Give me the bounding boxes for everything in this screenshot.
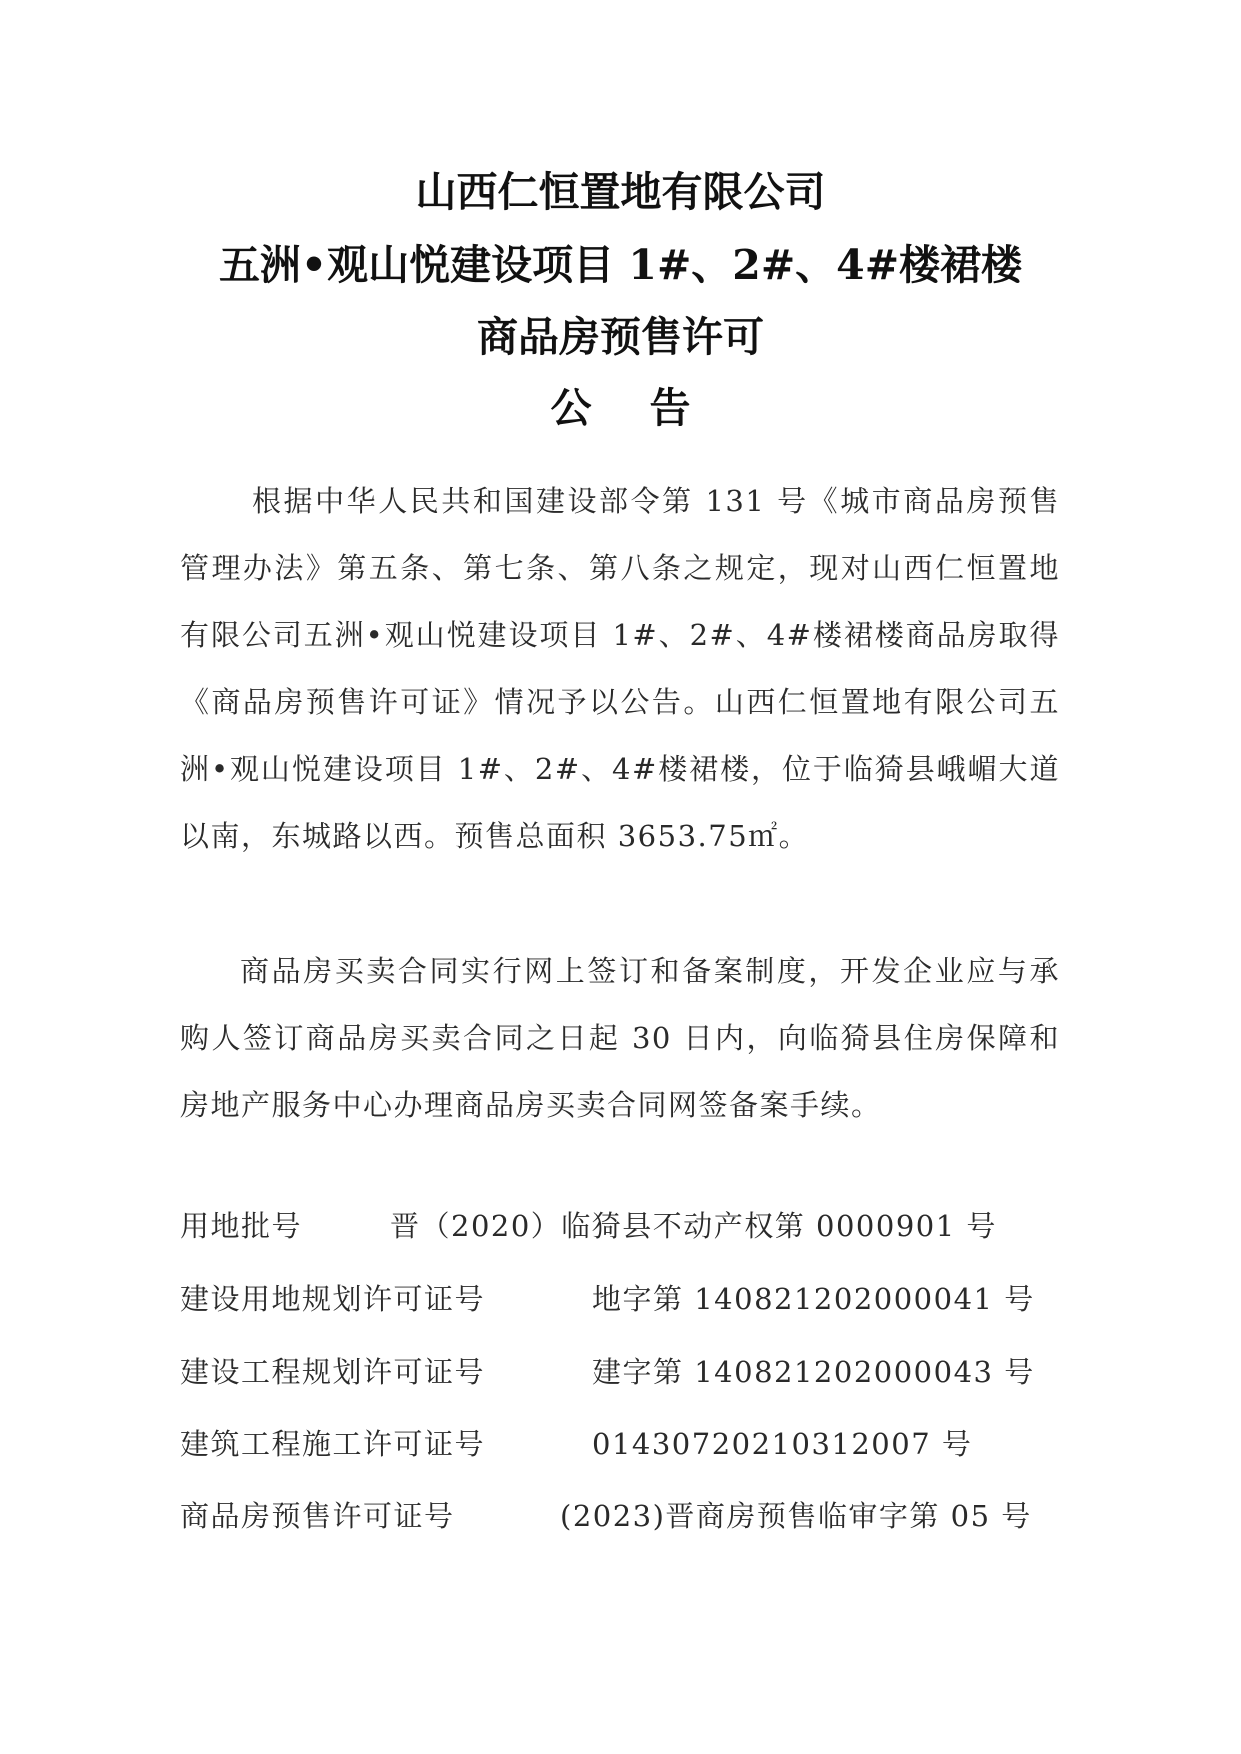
permit-label: 建筑工程施工许可证号 <box>180 1427 486 1461</box>
project-title: 五洲•观山悦建设项目 1#、2#、4#楼裙楼 <box>218 241 1023 289</box>
permit-value: 建字第 140821202000043 号 <box>592 1355 1035 1389</box>
permit-value: 地字第 140821202000041 号 <box>592 1282 1035 1316</box>
permit-label: 用地批号 <box>180 1209 303 1243</box>
permit-label: 商品房预售许可证号 <box>180 1499 455 1533</box>
permit-label: 建设工程规划许可证号 <box>180 1355 486 1389</box>
paragraph-contract-filing: 商品房买卖合同实行网上签订和备案制度，开发企业应与承购人签订商品房买卖合同之日起 30 日内，向临猗县住房保障和房地产服务中心办理商品房买卖合同网签备案手续。 <box>180 954 1060 1122</box>
paragraph-presale-basis: 根据中华人民共和国建设部令第 131 号《城市商品房预售管理办法》第五条、第七条、第八条之规定，现对山西仁恒置地有限公司五洲•观山悦建设项目 1#、2#、4#楼裙楼商品房取得《商品房预售许可证》情况予以公告。山西仁恒置地有限公司五洲•观山悦建设项目 1#、2#、4#楼裙楼，位于临猗县峨嵋大道以南，东城路以西。预售总面积 3653.75㎡。 <box>180 484 1060 853</box>
permit-value: (2023)晋商房预售临审字第 05 号 <box>560 1499 1032 1533</box>
permit-title: 商品房预售许可 <box>477 313 764 361</box>
permit-label: 建设用地规划许可证号 <box>180 1282 486 1316</box>
permit-value: 晋（2020）临猗县不动产权第 0000901 号 <box>390 1209 997 1243</box>
announcement-title: 公告 <box>550 384 749 432</box>
permit-value: 014307202103120​07 号 <box>592 1427 973 1461</box>
company-title: 山西仁恒置地有限公司 <box>415 168 826 216</box>
